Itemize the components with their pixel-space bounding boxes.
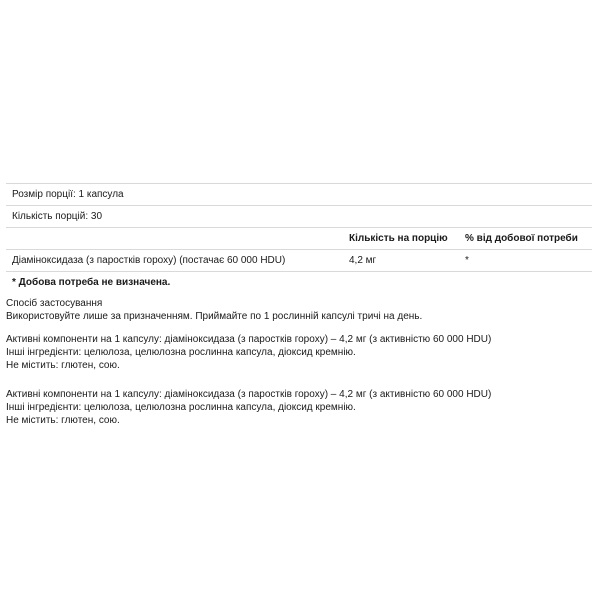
footnote: * Добова потреба не визначена. (12, 277, 171, 288)
ingredient-amount: 4,2 мг (349, 255, 377, 266)
daily-value-header: % від добової потреби (465, 233, 578, 244)
usage-instructions: Використовуйте лише за призначенням. Приймайте по 1 рослинній капсулі тричі на день. (6, 311, 423, 322)
other-ingredients-1: Інші інгредієнти: целюлоза, целюлозна рослинна капсула, діоксид кремнію. (6, 347, 356, 358)
amount-header: Кількість на порцію (349, 233, 448, 244)
serving-size: Розмір порції: 1 капсула (12, 189, 124, 200)
servings-per-container: Кількість порцій: 30 (12, 211, 103, 222)
free-of-1: Не містить: глютен, сою. (6, 360, 120, 371)
supplement-facts-table (6, 183, 592, 293)
table-header-row (6, 228, 592, 250)
usage-section (6, 297, 592, 427)
ingredient-daily-value: * (465, 255, 469, 266)
ingredient-row (6, 250, 592, 272)
active-components-2: Активні компоненти на 1 капсулу: діаміноксидаза (з паростків гороху) – 4,2 мг (з активністю 60 000 HDU) (6, 389, 492, 400)
servings-per-container-row (6, 206, 592, 228)
ingredient-name: Діаміноксидаза (з паростків гороху) (постачає 60 000 HDU) (12, 255, 286, 266)
active-components-1: Активні компоненти на 1 капсулу: діаміноксидаза (з паростків гороху) – 4,2 мг (з активністю 60 000 HDU) (6, 334, 492, 345)
usage-title: Спосіб застосування (6, 298, 103, 309)
serving-size-row (6, 183, 592, 206)
free-of-2: Не містить: глютен, сою. (6, 415, 120, 426)
other-ingredients-2: Інші інгредієнти: целюлоза, целюлозна рослинна капсула, діоксид кремнію. (6, 402, 356, 413)
